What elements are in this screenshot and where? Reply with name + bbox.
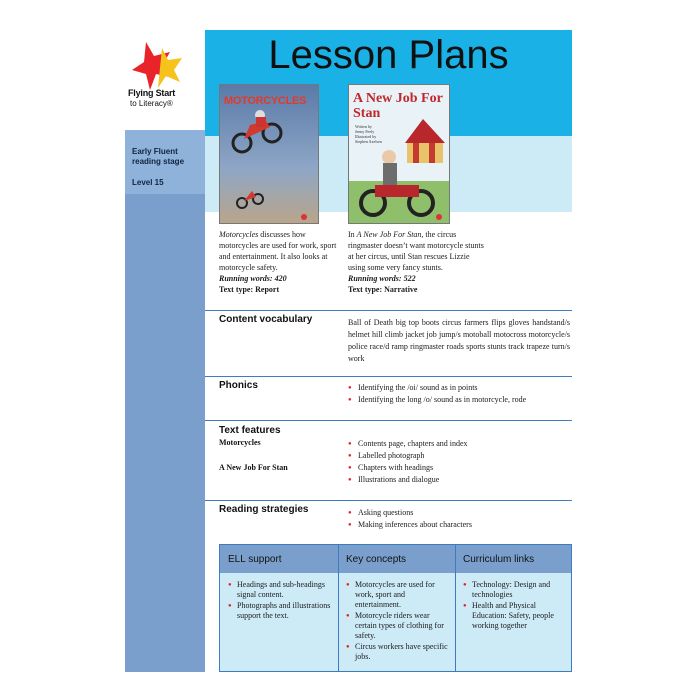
list-item: ● Labelled photograph bbox=[348, 450, 468, 462]
reading-stage: Early Fluent reading stage bbox=[132, 147, 185, 166]
ell-support-list bbox=[228, 580, 332, 622]
list-item: ● Contents page, chapters and index bbox=[348, 438, 468, 450]
divider bbox=[205, 376, 572, 377]
running-words: Running words: 522 bbox=[348, 274, 416, 283]
sidebar bbox=[125, 130, 205, 672]
reading-strategies-heading: Reading strategies bbox=[219, 504, 309, 515]
book-summary-stan: In A New Job For Stan, the circus ringmaster doesn’t want motorcycle stunts at her circus, until Stan rescues Lizzie using some very fancy stunts. Running words: 522 Text type: Narrative bbox=[348, 229, 488, 295]
list-item: ● Technology: Design and technologies bbox=[463, 580, 567, 600]
list-item: ● Asking questions bbox=[348, 507, 472, 519]
reading-strategies-list bbox=[348, 507, 472, 531]
motocross-rider-icon bbox=[220, 85, 319, 224]
page-title: Lesson Plans bbox=[268, 33, 509, 77]
list-item: ● Circus workers have specific jobs. bbox=[346, 642, 450, 662]
text-type: Text type: Report bbox=[219, 285, 280, 294]
list-item: ● Chapters with headings bbox=[348, 462, 468, 474]
curriculum-links-list bbox=[463, 580, 567, 632]
cover-title: A New Job For Stan bbox=[353, 91, 443, 121]
list-item: ● Motorcycle riders wear certain types of clothing for safety. bbox=[346, 611, 450, 641]
running-words: Running words: 420 bbox=[219, 274, 287, 283]
logo-title: Flying Start bbox=[128, 88, 176, 98]
list-item: ● Health and Physical Education: Safety, people working together bbox=[463, 601, 567, 631]
divider bbox=[205, 420, 572, 421]
cover-credits: Written by Jenny Feely Illustrated by Stephen Axelsen bbox=[355, 124, 382, 144]
text-features-book-2: A New Job For Stan bbox=[219, 463, 288, 472]
text-type: Text type: Narrative bbox=[348, 285, 418, 294]
column-header-ell-support: ELL support bbox=[228, 554, 282, 565]
list-item: ● Identifying the long /o/ sound as in motorcycle, rode bbox=[348, 394, 526, 406]
list-item: ● Motorcycles are used for work, sport and entertainment. bbox=[346, 580, 450, 610]
divider bbox=[205, 500, 572, 501]
content-vocabulary-list: Ball of Death big top boots circus farmers flips gloves handstand/s helmet hill climb jacket job jump/s motoball motocross motorcycle/s police race/d ramp ringmaster roads sports stunts track trapeze turn/s work bbox=[348, 318, 570, 363]
column-header-key-concepts: Key concepts bbox=[346, 554, 407, 565]
book-summary-motorcycles: Motorcycles discusses how motorcycles are used for work, sport and entertainment. It also looks at motorcycle safety. Running words: 420 Text type: Report bbox=[219, 230, 337, 294]
text-features-heading: Text features bbox=[219, 425, 281, 436]
divider bbox=[205, 310, 572, 311]
reading-level: Level 15 bbox=[132, 178, 164, 187]
column-divider bbox=[455, 545, 456, 671]
content-vocabulary-heading: Content vocabulary bbox=[219, 314, 313, 325]
book-cover-a-new-job-for-stan bbox=[348, 84, 450, 224]
list-item: ● Photographs and illustrations support the text. bbox=[228, 601, 332, 621]
text-features-list bbox=[348, 438, 468, 486]
circus-rider-icon bbox=[349, 85, 450, 224]
cover-title: MOTORCYCLES bbox=[224, 95, 307, 107]
list-item: ● Making inferences about characters bbox=[348, 519, 472, 531]
phonics-heading: Phonics bbox=[219, 380, 258, 391]
logo-subtitle: to Literacy® bbox=[130, 99, 173, 108]
support-table bbox=[219, 544, 572, 672]
phonics-list bbox=[348, 382, 526, 406]
book-cover-motorcycles bbox=[219, 84, 319, 224]
text-features-book-1: Motorcycles bbox=[219, 438, 261, 447]
key-concepts-list bbox=[346, 580, 450, 663]
column-header-curriculum-links: Curriculum links bbox=[463, 554, 535, 565]
list-item: ● Illustrations and dialogue bbox=[348, 474, 468, 486]
list-item: ● Identifying the /oi/ sound as in points bbox=[348, 382, 526, 394]
list-item: ● Headings and sub-headings signal content. bbox=[228, 580, 332, 600]
column-divider bbox=[338, 545, 339, 671]
